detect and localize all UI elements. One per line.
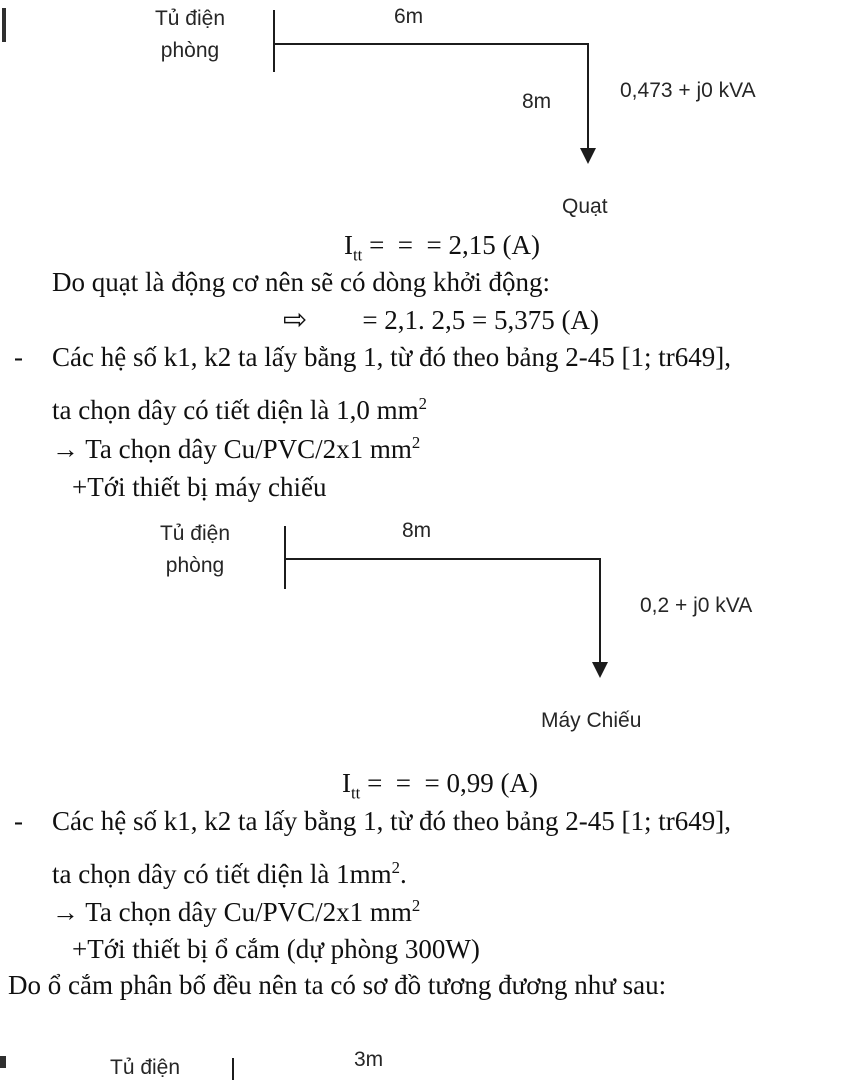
load-label: 0,473 + j0 kVA [620, 79, 756, 102]
source-label-line2: phòng [160, 38, 220, 62]
run-length-label: 6m [394, 5, 424, 28]
next-device-line: +Tới thiết bị ổ cắm (dự phòng 300W) [72, 934, 480, 964]
current-equation-rest: = = = 0,99 (A) [360, 768, 538, 798]
current-symbol: I [342, 768, 351, 798]
cross-section-sup: 2 [391, 858, 401, 877]
current-equation-rest: = = = 2,15 (A) [362, 230, 540, 260]
cross-section-line [52, 859, 407, 890]
motor-note: Do quạt là động cơ nên sẽ có dòng khởi động: [52, 267, 550, 297]
cross-section-text: ta chọn dây có tiết diện là 1,0 mm [52, 395, 419, 425]
wire-choice-sup: 2 [411, 896, 421, 915]
scan-artifact-bottom [0, 1056, 6, 1068]
feeder-line [273, 43, 589, 45]
implies-arrow-icon: ⇨ [283, 302, 308, 336]
source-label-line1: Tủ điện [159, 522, 231, 545]
cross-section-tail: . [400, 859, 407, 889]
drop-line [599, 558, 601, 664]
outlet-note: Do ổ cắm phân bố đều nên ta có sơ đồ tương đương như sau: [8, 970, 667, 1000]
starting-equation-text: = 2,1. 2,5 = 5,375 (A) [362, 305, 599, 335]
source-label-line1: Tủ điện [154, 7, 226, 30]
load-label: 0,2 + j0 kVA [640, 594, 753, 617]
coefficients-note: Các hệ số k1, k2 ta lấy bằng 1, từ đó theo bảng 2-45 [1; tr649], [52, 806, 731, 836]
cross-section-line [52, 395, 427, 426]
source-label [150, 518, 240, 581]
cross-section-text: ta chọn dây có tiết diện là 1mm [52, 859, 392, 889]
wire-choice-text: → Ta chọn dây Cu/PVC/2x1 mm [52, 434, 412, 464]
source-label-line2: phòng [165, 553, 225, 577]
arrowhead-icon [592, 662, 608, 678]
current-equation [344, 230, 540, 265]
wire-choice-line [52, 897, 420, 928]
source-label [145, 3, 235, 66]
wire-choice-sup: 2 [411, 433, 421, 452]
bullet-marker: - [14, 806, 23, 836]
feeder-line [284, 558, 601, 560]
source-tick [273, 10, 275, 72]
device-label: Máy Chiếu [541, 709, 642, 732]
run-length-label: 8m [402, 519, 432, 542]
current-subscript: tt [351, 783, 361, 803]
current-subscript: tt [353, 245, 363, 265]
scan-artifact-top [2, 8, 6, 42]
source-label-line1: Tủ điện [110, 1056, 181, 1079]
starting-current-equation [283, 303, 599, 336]
device-label: Quạt [562, 195, 608, 218]
wire-choice-text: → Ta chọn dây Cu/PVC/2x1 mm [52, 897, 412, 927]
run-length-label: 3m [354, 1048, 384, 1071]
coefficients-note: Các hệ số k1, k2 ta lấy bằng 1, từ đó theo bảng 2-45 [1; tr649], [52, 342, 731, 372]
wire-choice-line [52, 434, 420, 465]
bullet-marker: - [14, 342, 23, 372]
arrowhead-icon [580, 148, 596, 164]
drop-line [587, 43, 589, 150]
current-equation [342, 768, 538, 803]
next-device-line: +Tới thiết bị máy chiếu [72, 472, 327, 502]
cross-section-sup: 2 [418, 394, 428, 413]
source-tick [232, 1058, 234, 1080]
drop-length-label: 8m [522, 90, 552, 113]
current-symbol: I [344, 230, 353, 260]
